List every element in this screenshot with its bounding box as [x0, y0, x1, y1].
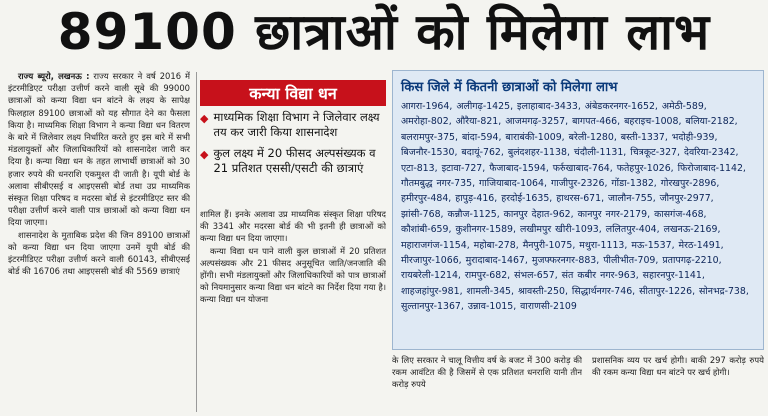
- article-column-4: [592, 354, 764, 414]
- paragraph-text: राज्य सरकार ने वर्ष 2016 में इंटरमीडिएट परीक्षा उत्तीर्ण करने वाली सूबे की 99000 छात्राओं को कन्या विद्या धन बांटने के लक्ष्य के सापेक्ष फिलहाल 89100 छात्राओं को यह सौगात देने का फैसला किया है। माध्यमिक शिक्षा विभाग ने कन्या विद्या धन वितरण के बारे में जिलेवार लक्ष्य निर्धारित करते हुए इस बारे में सभी मंडलायुक्तों और जिलाधिकारियों को शासनादेश जारी कर दिया है। कन्या विद्या धन के तहत लाभार्थी छात्राओं को 30 हजार रुपये की धनराशि एकमुश्त दी जाती है। यूपी बोर्ड के अलावा सीबीएसई व आइएससी बोर्ड तथा उप्र माध्यमिक संस्कृत शिक्षा परिषद व मदरसा बोर्ड से इंटरमीडिएट स्तर की परीक्षा उत्तीर्ण करने वाली पात्र छात्राओं को कन्या विद्या धन दिया जाएगा।: [8, 71, 190, 228]
- article-paragraph: [8, 70, 190, 229]
- dateline: राज्य ब्यूरो, लखनऊ :: [18, 71, 90, 81]
- article-column-1: [8, 70, 190, 414]
- bullet-item: [200, 110, 386, 140]
- article-paragraph: प्रशासनिक व्यय पर खर्च होगी। बाकी 297 करोड़ रुपये की रकम कन्या विद्या धन बांटने पर खर्च होगी।: [592, 355, 764, 378]
- column-divider: [196, 72, 197, 412]
- district-stats-box: [392, 70, 764, 350]
- article-column-2: [200, 208, 386, 414]
- bullet-text: माध्यमिक शिक्षा विभाग ने जिलेवार लक्ष्य तय कर जारी किया शासनादेश: [213, 110, 380, 139]
- bullet-diamond-icon: ◆: [200, 148, 209, 161]
- box-heading: कन्या विद्या धन: [200, 80, 386, 106]
- highlight-bullets: [200, 110, 386, 202]
- stats-title: किस जिले में कितनी छात्राओं को मिलेगा लाभ: [401, 80, 618, 95]
- article-paragraph: शासनादेश के मुताबिक प्रदेश की जिन 89100 छात्राओं को कन्या विद्या धन दिया जाएगा उनमें यूपी बोर्ड की इंटरमीडिएट परीक्षा उत्तीर्ण करने वाली 60143, सीबीएसई बोर्ड की 16706 तथा आइएससी बोर्ड की 5569 छात्राएं: [8, 229, 190, 277]
- article-paragraph: के लिए सरकार ने चालू वित्तीय वर्ष के बजट में 300 करोड़ की रकम आवंटित की है जिसमें से एक प्रतिशत धनराशि यानी तीन करोड़ रुपये: [392, 355, 582, 390]
- bullet-diamond-icon: ◆: [200, 112, 209, 125]
- article-paragraph: कन्या विद्या धन पाने वाली कुल छात्राओं में 20 प्रतिशत अल्पसंख्यक और 21 फीसद अनुसूचित जाति/जनजाति की होंगी। सभी मंडलायुक्तों और जिलाधिकारियों को पात्र छात्राओं को नियमानुसार कन्या विद्या धन बांटने का निर्देश दिया गया है। कन्या विद्या धन योजना: [200, 245, 386, 305]
- bullet-text: कुल लक्ष्य में 20 फीसद अल्पसंख्यक व 21 प्रतिशत एससी/एसटी की छात्राएं: [213, 146, 376, 175]
- headline: 89100 छात्राओं को मिलेगा लाभ: [57, 3, 711, 61]
- article-column-3: [392, 354, 582, 414]
- stats-list: आगरा-1964, अलीगढ़-1425, इलाहाबाद-3433, अंबेडकरनगर-1652, अमेठी-589, अमरोहा-802, औरैया-821, आजमगढ़-3257, बागपत-466, बहराइच-1008, बलिया-2182, बलरामपुर-375, बांदा-594, बाराबंकी-1009, बरेली-1280, बस्ती-1337, भदोही-939, बिजनौर-1530, बदायूं-762, बुलंदशहर-1138, चंदौली-1131, चित्रकूट-327, देवरिया-2342, एटा-813, इटावा-727, फैजाबाद-1594, फर्रुखाबाद-764, फतेहपुर-1026, फिरोजाबाद-1142, गौतमबुद्ध नगर-735, गाजियाबाद-1064, गाजीपुर-2326, गोंडा-1382, गोरखपुर-2896, हमीरपुर-484, हापुड़-416, हरदोई-1635, हाथरस-671, जालौन-755, जौनपुर-2977, झांसी-768, कन्नौज-1125, कानपुर देहात-962, कानपुर नगर-2179, कासगंज-468, कौशांबी-659, कुशीनगर-1589, लखीमपुर खीरी-1093, ललितपुर-404, लखनऊ-2169, महाराजगंज-1154, महोबा-278, मैनपुरी-1075, मथुरा-1113, मऊ-1537, मेरठ-1491, मीरजापुर-1066, मुरादाबाद-1467, मुजफ्फरनगर-883, पीलीभीत-709, प्रतापगढ़-2210, रायबरेली-1214, रामपुर-682, संभल-657, संत कबीर नगर-963, सहारनपुर-1141, शाहजहांपुर-981, शामली-345, श्रावस्ती-250, सिद्धार्थनगर-746, सीतापुर-1226, सोनभद्र-738, सुल्तानपुर-1367, उन्नाव-1015, वाराणसी-2109: [401, 101, 749, 313]
- article-paragraph: शामिल हैं। इनके अलावा उप्र माध्यमिक संस्कृत शिक्षा परिषद की 3341 और मदरसा बोर्ड की भी इतनी ही छात्राओं को कन्या विद्या धन दिया जाएगा।: [200, 209, 386, 244]
- bullet-item: [200, 146, 386, 176]
